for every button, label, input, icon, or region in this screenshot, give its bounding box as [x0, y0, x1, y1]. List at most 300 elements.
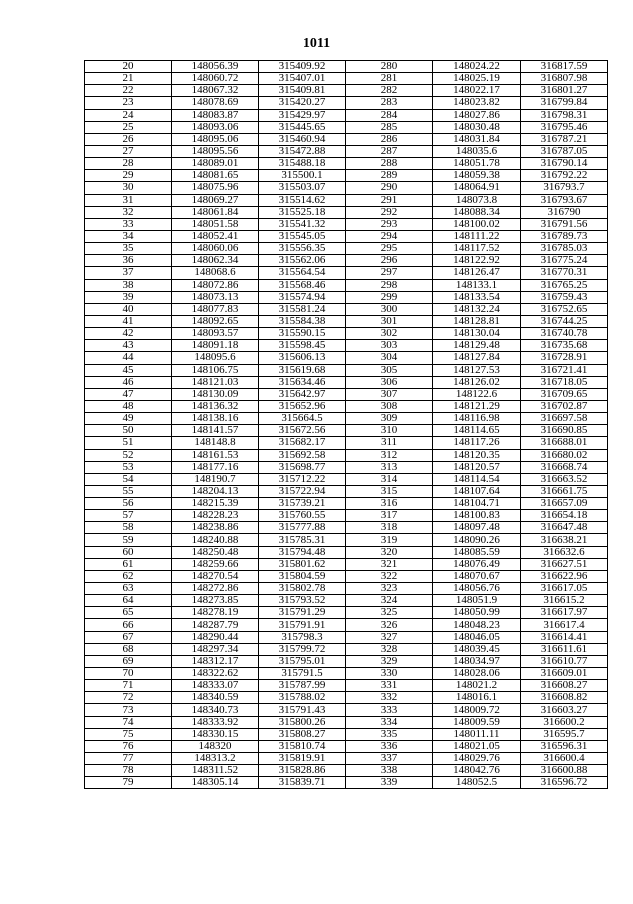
x-coordinate-cell: 148136.32	[172, 400, 259, 412]
x-coordinate-cell: 148138.16	[172, 413, 259, 425]
point-number-cell: 281	[346, 73, 433, 85]
y-coordinate-cell: 316617.97	[521, 607, 608, 619]
y-coordinate-cell: 315429.97	[259, 109, 346, 121]
y-coordinate-cell: 316817.59	[521, 61, 608, 73]
point-number-cell: 295	[346, 243, 433, 255]
y-coordinate-cell: 315460.94	[259, 133, 346, 145]
x-coordinate-cell: 148141.57	[172, 425, 259, 437]
y-coordinate-cell: 316799.84	[521, 97, 608, 109]
point-number-cell: 21	[85, 73, 172, 85]
x-coordinate-cell: 148077.83	[172, 303, 259, 315]
y-coordinate-cell: 315801.62	[259, 558, 346, 570]
table-row	[85, 303, 608, 315]
point-number-cell: 59	[85, 534, 172, 546]
point-number-cell: 329	[346, 655, 433, 667]
y-coordinate-cell: 315800.26	[259, 716, 346, 728]
table-row	[85, 61, 608, 73]
x-coordinate-cell: 148333.07	[172, 680, 259, 692]
x-coordinate-cell: 148127.53	[433, 364, 521, 376]
y-coordinate-cell: 316608.82	[521, 692, 608, 704]
x-coordinate-cell: 148076.49	[433, 558, 521, 570]
y-coordinate-cell: 316615.2	[521, 595, 608, 607]
point-number-cell: 41	[85, 315, 172, 327]
point-number-cell: 318	[346, 522, 433, 534]
x-coordinate-cell: 148048.23	[433, 619, 521, 631]
y-coordinate-cell: 316603.27	[521, 704, 608, 716]
y-coordinate-cell: 315500.1	[259, 170, 346, 182]
x-coordinate-cell: 148161.53	[172, 449, 259, 461]
y-coordinate-cell: 316793.7	[521, 182, 608, 194]
point-number-cell: 49	[85, 413, 172, 425]
x-coordinate-cell: 148073.8	[433, 194, 521, 206]
table-row	[85, 376, 608, 388]
x-coordinate-cell: 148290.44	[172, 631, 259, 643]
y-coordinate-cell: 315619.68	[259, 364, 346, 376]
point-number-cell: 291	[346, 194, 433, 206]
point-number-cell: 336	[346, 740, 433, 752]
x-coordinate-cell: 148287.79	[172, 619, 259, 631]
y-coordinate-cell: 316609.01	[521, 668, 608, 680]
x-coordinate-cell: 148085.59	[433, 546, 521, 558]
x-coordinate-cell: 148021.2	[433, 680, 521, 692]
y-coordinate-cell: 315584.38	[259, 315, 346, 327]
x-coordinate-cell: 148129.48	[433, 340, 521, 352]
y-coordinate-cell: 316617.05	[521, 583, 608, 595]
point-number-cell: 331	[346, 680, 433, 692]
point-number-cell: 22	[85, 85, 172, 97]
y-coordinate-cell: 315798.3	[259, 631, 346, 643]
y-coordinate-cell: 316690.85	[521, 425, 608, 437]
table-row	[85, 777, 608, 789]
table-row	[85, 328, 608, 340]
y-coordinate-cell: 316638.21	[521, 534, 608, 546]
x-coordinate-cell: 148095.56	[172, 145, 259, 157]
y-coordinate-cell: 315808.27	[259, 728, 346, 740]
y-coordinate-cell: 316728.91	[521, 352, 608, 364]
point-number-cell: 67	[85, 631, 172, 643]
point-number-cell: 50	[85, 425, 172, 437]
y-coordinate-cell: 316657.09	[521, 498, 608, 510]
point-number-cell: 24	[85, 109, 172, 121]
table-row	[85, 449, 608, 461]
y-coordinate-cell: 315698.77	[259, 461, 346, 473]
point-number-cell: 52	[85, 449, 172, 461]
y-coordinate-cell: 315541.32	[259, 218, 346, 230]
y-coordinate-cell: 315545.05	[259, 230, 346, 242]
x-coordinate-cell: 148121.03	[172, 376, 259, 388]
point-number-cell: 326	[346, 619, 433, 631]
table-row	[85, 546, 608, 558]
point-number-cell: 51	[85, 437, 172, 449]
table-row	[85, 583, 608, 595]
x-coordinate-cell: 148204.13	[172, 485, 259, 497]
table-row	[85, 315, 608, 327]
x-coordinate-cell: 148148.8	[172, 437, 259, 449]
y-coordinate-cell: 316793.67	[521, 194, 608, 206]
table-row	[85, 194, 608, 206]
x-coordinate-cell: 148070.67	[433, 570, 521, 582]
point-number-cell: 47	[85, 388, 172, 400]
y-coordinate-cell: 315672.56	[259, 425, 346, 437]
y-coordinate-cell: 315574.94	[259, 291, 346, 303]
x-coordinate-cell: 148024.22	[433, 61, 521, 73]
y-coordinate-cell: 316807.98	[521, 73, 608, 85]
x-coordinate-cell: 148111.22	[433, 230, 521, 242]
x-coordinate-cell: 148075.96	[172, 182, 259, 194]
y-coordinate-cell: 315794.48	[259, 546, 346, 558]
point-number-cell: 327	[346, 631, 433, 643]
x-coordinate-cell: 148030.48	[433, 121, 521, 133]
y-coordinate-cell: 316596.72	[521, 777, 608, 789]
y-coordinate-cell: 315420.27	[259, 97, 346, 109]
point-number-cell: 310	[346, 425, 433, 437]
point-number-cell: 308	[346, 400, 433, 412]
y-coordinate-cell: 316617.4	[521, 619, 608, 631]
y-coordinate-cell: 315777.88	[259, 522, 346, 534]
x-coordinate-cell: 148027.86	[433, 109, 521, 121]
x-coordinate-cell: 148117.52	[433, 243, 521, 255]
point-number-cell: 303	[346, 340, 433, 352]
y-coordinate-cell: 315795.01	[259, 655, 346, 667]
y-coordinate-cell: 316632.6	[521, 546, 608, 558]
table-row	[85, 473, 608, 485]
y-coordinate-cell: 315606.13	[259, 352, 346, 364]
point-number-cell: 322	[346, 570, 433, 582]
y-coordinate-cell: 316627.51	[521, 558, 608, 570]
table-row	[85, 230, 608, 242]
point-number-cell: 290	[346, 182, 433, 194]
table-row	[85, 655, 608, 667]
point-number-cell: 65	[85, 607, 172, 619]
y-coordinate-cell: 315488.18	[259, 158, 346, 170]
table-row	[85, 461, 608, 473]
y-coordinate-cell: 315791.43	[259, 704, 346, 716]
table-row	[85, 716, 608, 728]
y-coordinate-cell: 315802.78	[259, 583, 346, 595]
table-row	[85, 170, 608, 182]
x-coordinate-cell: 148023.82	[433, 97, 521, 109]
y-coordinate-cell: 315525.18	[259, 206, 346, 218]
point-number-cell: 35	[85, 243, 172, 255]
y-coordinate-cell: 315712.22	[259, 473, 346, 485]
point-number-cell: 304	[346, 352, 433, 364]
x-coordinate-cell: 148052.41	[172, 230, 259, 242]
point-number-cell: 75	[85, 728, 172, 740]
table-row	[85, 522, 608, 534]
x-coordinate-cell: 148062.34	[172, 255, 259, 267]
y-coordinate-cell: 315788.02	[259, 692, 346, 704]
point-number-cell: 30	[85, 182, 172, 194]
table-row	[85, 498, 608, 510]
x-coordinate-cell: 148122.6	[433, 388, 521, 400]
point-number-cell: 323	[346, 583, 433, 595]
x-coordinate-cell: 148081.65	[172, 170, 259, 182]
x-coordinate-cell: 148278.19	[172, 607, 259, 619]
y-coordinate-cell: 316709.65	[521, 388, 608, 400]
y-coordinate-cell: 316744.25	[521, 315, 608, 327]
x-coordinate-cell: 148090.26	[433, 534, 521, 546]
y-coordinate-cell: 315739.21	[259, 498, 346, 510]
point-number-cell: 337	[346, 753, 433, 765]
point-number-cell: 333	[346, 704, 433, 716]
x-coordinate-cell: 148091.18	[172, 340, 259, 352]
y-coordinate-cell: 315652.96	[259, 400, 346, 412]
point-number-cell: 79	[85, 777, 172, 789]
x-coordinate-cell: 148067.32	[172, 85, 259, 97]
table-row	[85, 510, 608, 522]
y-coordinate-cell: 315785.31	[259, 534, 346, 546]
y-coordinate-cell: 315804.59	[259, 570, 346, 582]
table-row	[85, 740, 608, 752]
point-number-cell: 293	[346, 218, 433, 230]
point-number-cell: 285	[346, 121, 433, 133]
point-number-cell: 307	[346, 388, 433, 400]
point-number-cell: 283	[346, 97, 433, 109]
table-row	[85, 255, 608, 267]
y-coordinate-cell: 315760.55	[259, 510, 346, 522]
table-row	[85, 668, 608, 680]
x-coordinate-cell: 148052.5	[433, 777, 521, 789]
table-row	[85, 340, 608, 352]
point-number-cell: 328	[346, 643, 433, 655]
x-coordinate-cell: 148093.06	[172, 121, 259, 133]
x-coordinate-cell: 148313.2	[172, 753, 259, 765]
x-coordinate-cell: 148021.05	[433, 740, 521, 752]
point-number-cell: 37	[85, 267, 172, 279]
x-coordinate-cell: 148311.52	[172, 765, 259, 777]
point-number-cell: 62	[85, 570, 172, 582]
point-number-cell: 53	[85, 461, 172, 473]
point-number-cell: 54	[85, 473, 172, 485]
y-coordinate-cell: 315556.35	[259, 243, 346, 255]
point-number-cell: 34	[85, 230, 172, 242]
point-number-cell: 280	[346, 61, 433, 73]
point-number-cell: 46	[85, 376, 172, 388]
y-coordinate-cell: 316801.27	[521, 85, 608, 97]
point-number-cell: 325	[346, 607, 433, 619]
table-row	[85, 485, 608, 497]
x-coordinate-cell: 148130.09	[172, 388, 259, 400]
table-row	[85, 291, 608, 303]
y-coordinate-cell: 316668.74	[521, 461, 608, 473]
x-coordinate-cell: 148320	[172, 740, 259, 752]
x-coordinate-cell: 148106.75	[172, 364, 259, 376]
table-row	[85, 631, 608, 643]
y-coordinate-cell: 316790.14	[521, 158, 608, 170]
point-number-cell: 313	[346, 461, 433, 473]
y-coordinate-cell: 316789.73	[521, 230, 608, 242]
point-number-cell: 72	[85, 692, 172, 704]
table-row	[85, 182, 608, 194]
x-coordinate-cell: 148297.34	[172, 643, 259, 655]
table-row	[85, 133, 608, 145]
x-coordinate-cell: 148011.11	[433, 728, 521, 740]
y-coordinate-cell: 316647.48	[521, 522, 608, 534]
x-coordinate-cell: 148059.38	[433, 170, 521, 182]
y-coordinate-cell: 316702.87	[521, 400, 608, 412]
table-row	[85, 279, 608, 291]
point-number-cell: 48	[85, 400, 172, 412]
y-coordinate-cell: 316608.27	[521, 680, 608, 692]
point-number-cell: 33	[85, 218, 172, 230]
x-coordinate-cell: 148312.17	[172, 655, 259, 667]
x-coordinate-cell: 148016.1	[433, 692, 521, 704]
x-coordinate-cell: 148060.72	[172, 73, 259, 85]
y-coordinate-cell: 315634.46	[259, 376, 346, 388]
table-row	[85, 97, 608, 109]
point-number-cell: 306	[346, 376, 433, 388]
table-row	[85, 400, 608, 412]
point-number-cell: 288	[346, 158, 433, 170]
x-coordinate-cell: 148046.05	[433, 631, 521, 643]
y-coordinate-cell: 316787.21	[521, 133, 608, 145]
point-number-cell: 77	[85, 753, 172, 765]
x-coordinate-cell: 148114.54	[433, 473, 521, 485]
x-coordinate-cell: 148064.91	[433, 182, 521, 194]
x-coordinate-cell: 148051.9	[433, 595, 521, 607]
y-coordinate-cell: 316759.43	[521, 291, 608, 303]
x-coordinate-cell: 148238.86	[172, 522, 259, 534]
point-number-cell: 63	[85, 583, 172, 595]
y-coordinate-cell: 316614.41	[521, 631, 608, 643]
point-number-cell: 334	[346, 716, 433, 728]
y-coordinate-cell: 315682.17	[259, 437, 346, 449]
point-number-cell: 25	[85, 121, 172, 133]
point-number-cell: 71	[85, 680, 172, 692]
point-number-cell: 26	[85, 133, 172, 145]
y-coordinate-cell: 316721.41	[521, 364, 608, 376]
y-coordinate-cell: 315642.97	[259, 388, 346, 400]
table-row	[85, 704, 608, 716]
x-coordinate-cell: 148305.14	[172, 777, 259, 789]
x-coordinate-cell: 148122.92	[433, 255, 521, 267]
x-coordinate-cell: 148089.01	[172, 158, 259, 170]
point-number-cell: 299	[346, 291, 433, 303]
x-coordinate-cell: 148097.48	[433, 522, 521, 534]
point-number-cell: 55	[85, 485, 172, 497]
point-number-cell: 332	[346, 692, 433, 704]
x-coordinate-cell: 148128.81	[433, 315, 521, 327]
point-number-cell: 68	[85, 643, 172, 655]
x-coordinate-cell: 148092.65	[172, 315, 259, 327]
x-coordinate-cell: 148117.26	[433, 437, 521, 449]
y-coordinate-cell: 315791.91	[259, 619, 346, 631]
x-coordinate-cell: 148100.83	[433, 510, 521, 522]
x-coordinate-cell: 148095.06	[172, 133, 259, 145]
point-number-cell: 23	[85, 97, 172, 109]
y-coordinate-cell: 316600.2	[521, 716, 608, 728]
y-coordinate-cell: 315664.5	[259, 413, 346, 425]
x-coordinate-cell: 148025.19	[433, 73, 521, 85]
table-row	[85, 145, 608, 157]
x-coordinate-cell: 148270.54	[172, 570, 259, 582]
table-row	[85, 206, 608, 218]
point-number-cell: 286	[346, 133, 433, 145]
y-coordinate-cell: 316622.96	[521, 570, 608, 582]
x-coordinate-cell: 148050.99	[433, 607, 521, 619]
table-row	[85, 388, 608, 400]
point-number-cell: 301	[346, 315, 433, 327]
x-coordinate-cell: 148228.23	[172, 510, 259, 522]
x-coordinate-cell: 148121.29	[433, 400, 521, 412]
point-number-cell: 36	[85, 255, 172, 267]
y-coordinate-cell: 315564.54	[259, 267, 346, 279]
point-number-cell: 42	[85, 328, 172, 340]
point-number-cell: 312	[346, 449, 433, 461]
x-coordinate-cell: 148009.72	[433, 704, 521, 716]
y-coordinate-cell: 316795.46	[521, 121, 608, 133]
point-number-cell: 44	[85, 352, 172, 364]
point-number-cell: 32	[85, 206, 172, 218]
coordinates-table-body	[85, 61, 608, 789]
table-row	[85, 413, 608, 425]
point-number-cell: 76	[85, 740, 172, 752]
table-row	[85, 218, 608, 230]
y-coordinate-cell: 315799.72	[259, 643, 346, 655]
table-row	[85, 85, 608, 97]
point-number-cell: 27	[85, 145, 172, 157]
y-coordinate-cell: 316790	[521, 206, 608, 218]
y-coordinate-cell: 316718.05	[521, 376, 608, 388]
point-number-cell: 316	[346, 498, 433, 510]
point-number-cell: 319	[346, 534, 433, 546]
point-number-cell: 297	[346, 267, 433, 279]
point-number-cell: 20	[85, 61, 172, 73]
point-number-cell: 302	[346, 328, 433, 340]
y-coordinate-cell: 315445.65	[259, 121, 346, 133]
y-coordinate-cell: 316688.01	[521, 437, 608, 449]
x-coordinate-cell: 148031.84	[433, 133, 521, 145]
x-coordinate-cell: 148126.02	[433, 376, 521, 388]
y-coordinate-cell: 316798.31	[521, 109, 608, 121]
point-number-cell: 330	[346, 668, 433, 680]
y-coordinate-cell: 316600.4	[521, 753, 608, 765]
x-coordinate-cell: 148083.87	[172, 109, 259, 121]
y-coordinate-cell: 315791.5	[259, 668, 346, 680]
x-coordinate-cell: 148093.57	[172, 328, 259, 340]
table-row	[85, 121, 608, 133]
x-coordinate-cell: 148133.54	[433, 291, 521, 303]
x-coordinate-cell: 148022.17	[433, 85, 521, 97]
point-number-cell: 309	[346, 413, 433, 425]
x-coordinate-cell: 148095.6	[172, 352, 259, 364]
x-coordinate-cell: 148056.76	[433, 583, 521, 595]
point-number-cell: 292	[346, 206, 433, 218]
table-row	[85, 558, 608, 570]
table-row	[85, 73, 608, 85]
table-row	[85, 158, 608, 170]
table-row	[85, 425, 608, 437]
table-row	[85, 692, 608, 704]
point-number-cell: 287	[346, 145, 433, 157]
y-coordinate-cell: 315692.58	[259, 449, 346, 461]
table-row	[85, 607, 608, 619]
x-coordinate-cell: 148069.27	[172, 194, 259, 206]
point-number-cell: 69	[85, 655, 172, 667]
y-coordinate-cell: 315722.94	[259, 485, 346, 497]
x-coordinate-cell: 148330.15	[172, 728, 259, 740]
x-coordinate-cell: 148340.73	[172, 704, 259, 716]
table-row	[85, 109, 608, 121]
point-number-cell: 338	[346, 765, 433, 777]
y-coordinate-cell: 315598.45	[259, 340, 346, 352]
x-coordinate-cell: 148120.35	[433, 449, 521, 461]
point-number-cell: 31	[85, 194, 172, 206]
point-number-cell: 58	[85, 522, 172, 534]
point-number-cell: 74	[85, 716, 172, 728]
y-coordinate-cell: 315828.86	[259, 765, 346, 777]
page-number: 1011	[302, 36, 331, 51]
